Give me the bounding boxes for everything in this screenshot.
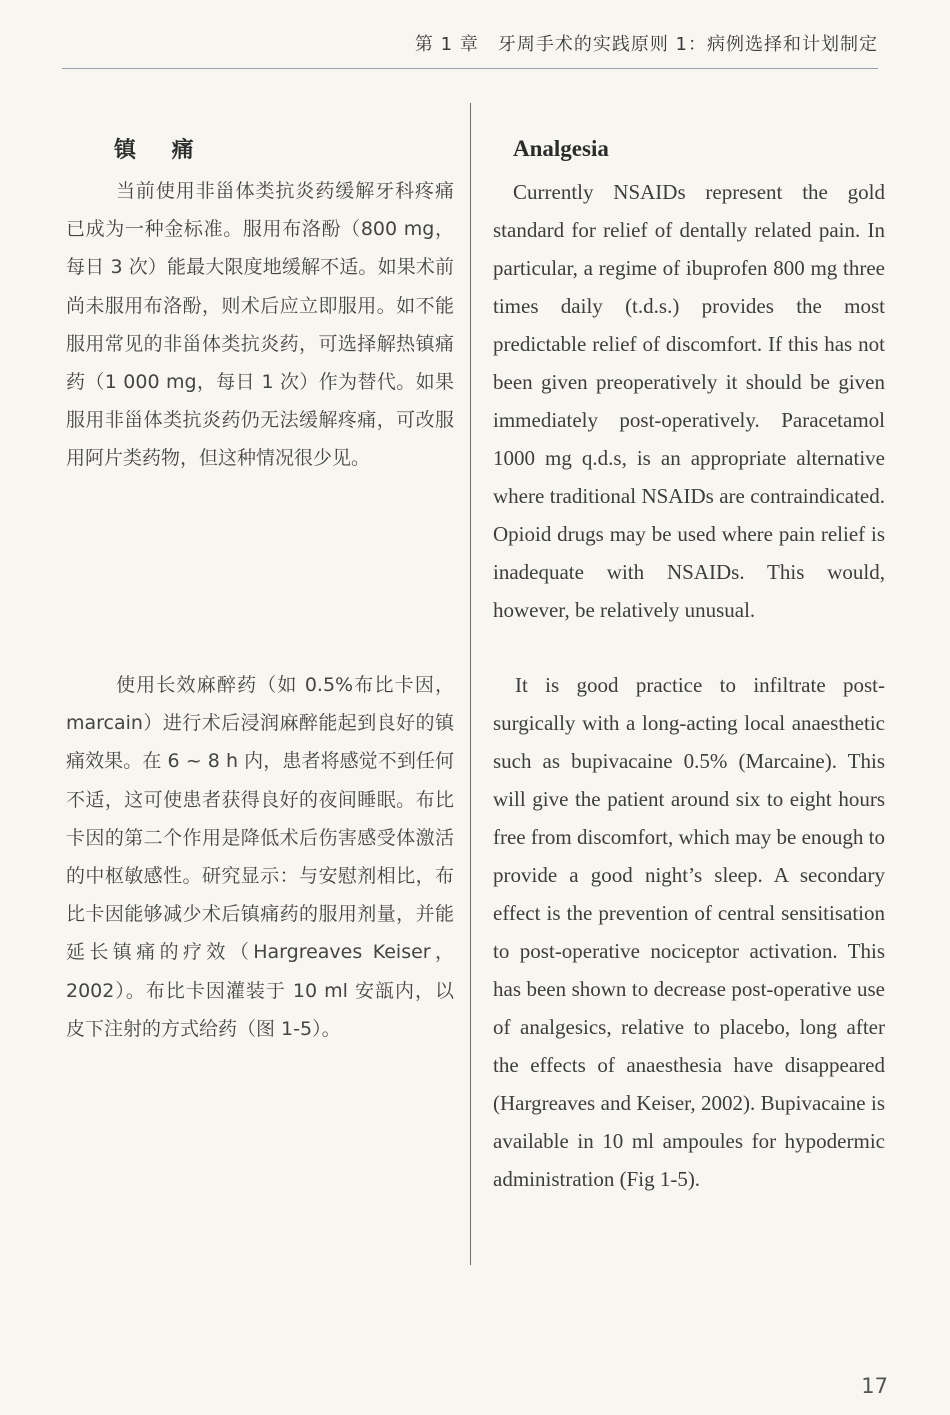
chinese-paragraph-2: 使用长效麻醉药（如 0.5%布比卡因，marcain）进行术后浸润麻醉能起到良好的镇痛效果。在 6 ~ 8 h 内，患者将感觉不到任何不适，这可使患者获得良好的夜间睡眠。布比卡因的第二个作用是降低术后伤害感受体激活的中枢敏感性。研究显示：与安慰剂相比，布比卡因能够减少术后镇痛药的服用剂量，并能延长镇痛的疗效（Hargreaves Keiser，2002）。布比卡因灌装于 10 ml 安瓿内，以皮下注射的方式给药（图 1-5）。 [66, 674, 454, 1040]
english-paragraph-2: It is good practice to infiltrate post-surgically with a long-acting local anaesthetic such as bupivacaine 0.5% (Marcaine). This will give the patient around six to eight hours free from discomfort, which may be enough to provide a good night’s sleep. A secondary effect is the prevention of central sensitisation to post-operative nociceptor activation. This has been shown to decrease post-operative use of analgesics, relative to placebo, long after the effects of anaesthesia have disappeared (Hargreaves and Keiser, 2002). Bupivacaine is available in 10 ml ampoules for hypodermic administration (Fig 1-5). [493, 673, 885, 1191]
english-paragraph-1: Currently NSAIDs represent the gold standard for relief of dentally related pain. In particular, a regime of ibuprofen 800 mg three times daily (t.d.s.) provides the most predictable relief of discomfort. If this has not been given preoperatively it should be given immediately post-operatively. Paracetamol 1000 mg q.d.s, is an appropriate alternative where traditional NSAIDs are contraindicated. Opioid drugs may be used where pain relief is inadequate with NSAIDs. This would, however, be relatively unusual. [493, 180, 885, 622]
running-header: 第 1 章 牙周手术的实践原则 1：病例选择和计划制定 [414, 34, 878, 55]
page-number: 17 [861, 1374, 888, 1398]
column-divider [470, 103, 471, 1265]
header-rule [62, 68, 878, 69]
english-section-heading: Analgesia [513, 136, 609, 161]
chinese-section-heading: 镇 痛 [114, 138, 208, 163]
chinese-paragraph-1: 当前使用非甾体类抗炎药缓解牙科疼痛已成为一种金标准。服用布洛酚（800 mg，每日 3 次）能最大限度地缓解不适。如果术前尚未服用布洛酚，则术后应立即服用。如不能服用常见的非甾体类抗炎药，可选择解热镇痛药（1 000 mg，每日 1 次）作为替代。如果服用非甾体类抗炎药仍无法缓解疼痛，可改服用阿片类药物，但这种情况很少见。 [66, 180, 454, 470]
